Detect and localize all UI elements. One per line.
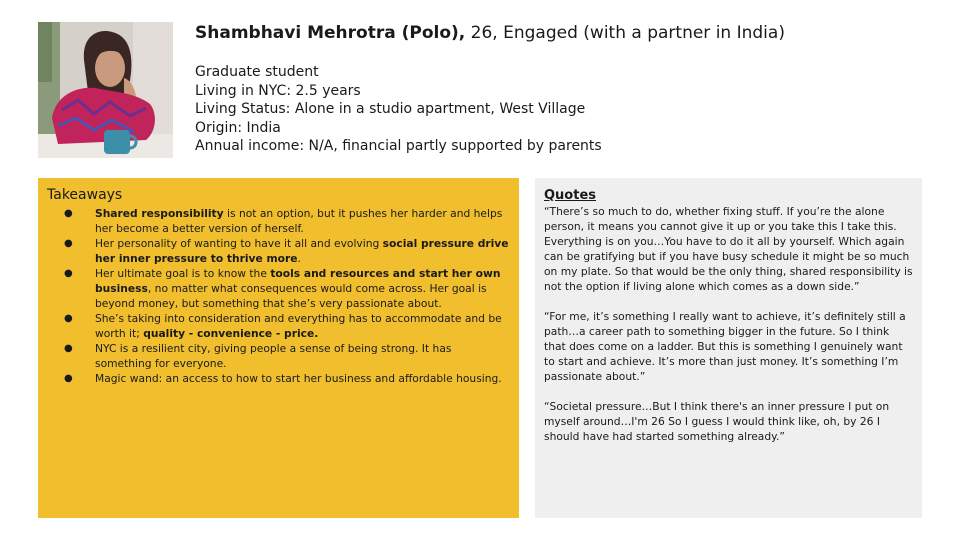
profile-photo <box>38 22 173 158</box>
quotes-panel <box>535 178 922 518</box>
profile-header <box>195 22 935 156</box>
takeaway-text: . <box>297 252 301 265</box>
bullet-icon: ● <box>64 313 73 324</box>
quotes-heading: Quotes <box>544 188 597 203</box>
bullet-icon: ● <box>64 268 73 279</box>
takeaway-highlight: social pressure drive her inner pressure to thrive more <box>95 237 509 265</box>
profile-living-status: Living Status: Alone in a studio apartment, West Village <box>195 101 586 117</box>
takeaway-text: She’s taking into consideration and everything has to accommodate and be worth it; <box>95 312 502 340</box>
profile-income: Annual income: N/A, financial partly supported by parents <box>195 138 602 154</box>
bullet-icon: ● <box>64 373 73 384</box>
profile-title <box>195 22 935 44</box>
quote-2: “For me, it’s something I really want to achieve, it’s definitely still a path…a career path to something bigger in the future. So I think that does come on a ladder. But this is something I genuinely want to start and achieve. It’s more than just money. It’s something I’m passionate about.” <box>544 310 906 383</box>
takeaway-highlight: tools and resources and start her own business <box>95 267 501 295</box>
quote-1: “There’s so much to do, whether fixing stuff. If you’re the alone person, it means you cannot give it up or you take this I take this. Everything is on you…You have to do it all by yourself. Which again can be gratifying but if you have busy schedule it might be so much on my plate. So that would be the only thing, shared responsibility is not the option if living alone which comes as a down side.” <box>544 205 913 293</box>
takeaway-text: , no matter what consequences would come across. Her goal is beyond money, but something that she’s very passionate about. <box>95 282 487 310</box>
takeaway-text: Magic wand: an access to how to start her business and affordable housing. <box>95 372 502 385</box>
takeaway-highlight: Shared responsibility <box>95 207 224 220</box>
bullet-icon: ● <box>64 208 73 219</box>
takeaway-text: is not an option, but it pushes her harder and helps her become a better version of herself. <box>95 207 503 235</box>
takeaway-item <box>47 341 509 371</box>
quote-3: “Societal pressure…But I think there's an inner pressure I put on myself around…I'm 26 So I guess I would think like, oh, by 26 I should have had started something already.” <box>544 400 890 443</box>
profile-occupation: Graduate student <box>195 64 319 80</box>
takeaway-item <box>47 371 509 386</box>
takeaway-highlight: quality - convenience - price. <box>143 327 319 340</box>
takeaway-item <box>47 206 509 236</box>
takeaways-heading: Takeaways <box>47 187 123 203</box>
takeaway-item <box>47 236 509 266</box>
bullet-icon: ● <box>64 343 73 354</box>
takeaway-item <box>47 311 509 341</box>
takeaway-text: NYC is a resilient city, giving people a sense of being strong. It has something for everyone. <box>95 342 452 370</box>
takeaways-panel <box>38 178 519 518</box>
takeaway-item <box>47 266 509 311</box>
profile-photo-image <box>38 22 173 158</box>
profile-origin: Origin: India <box>195 119 281 136</box>
takeaway-text: Her ultimate goal is to know the <box>95 267 271 280</box>
profile-name: Shambhavi Mehrotra (Polo), <box>195 23 466 43</box>
profile-summary: 26, Engaged (with a partner in India) <box>465 23 785 43</box>
bullet-icon: ● <box>64 238 73 249</box>
takeaway-text: Her personality of wanting to have it all and evolving <box>95 237 383 250</box>
takeaways-list <box>47 206 509 386</box>
profile-years-in-nyc: Living in NYC: 2.5 years <box>195 82 361 99</box>
